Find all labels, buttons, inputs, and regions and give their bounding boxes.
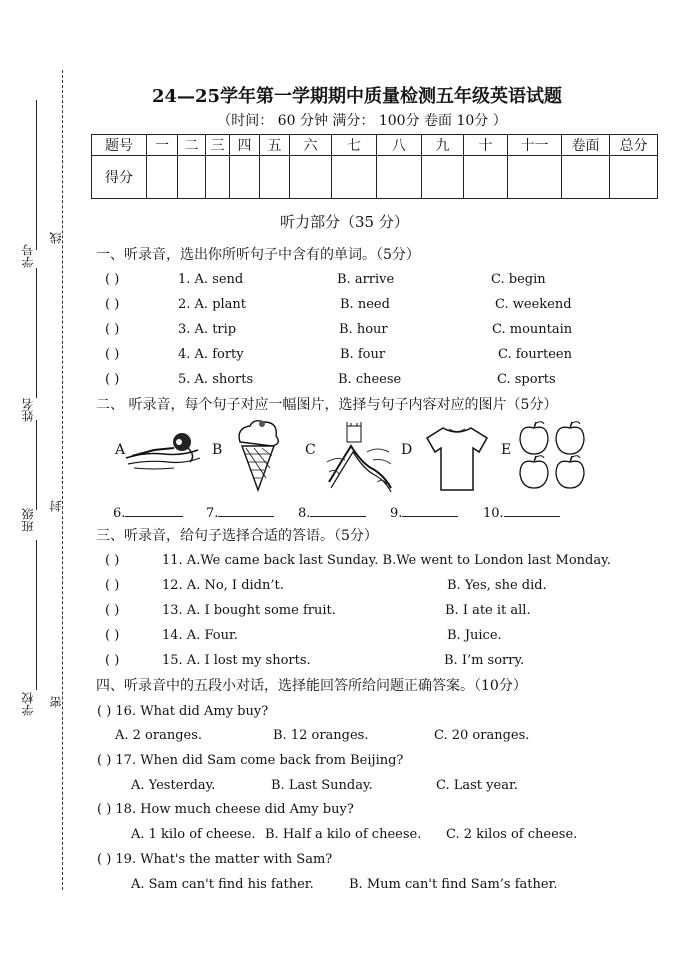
score-header-cell: 七 (332, 135, 377, 156)
option-c: C. fourteen (498, 347, 572, 362)
ice-cream-icon (232, 418, 284, 492)
score-header-cell: 二 (178, 135, 206, 156)
blank-number: 9. (390, 506, 403, 521)
option-b: B. arrive (337, 272, 395, 287)
exam-title: 24—25学年第一学期期中质量检测五年级英语试题 (151, 86, 563, 107)
option-c: C. sports (497, 372, 556, 387)
option-c: C. weekend (495, 297, 572, 312)
answer-paren[interactable]: ( ) (105, 628, 120, 643)
option-a: 4. A. forty (178, 347, 244, 362)
score-header-cell: 题号 (92, 135, 147, 156)
answer-blank[interactable] (218, 504, 274, 517)
picture-letter-c: C (305, 442, 316, 458)
score-row-label: 得分 (92, 156, 147, 199)
picture-letter-d: D (401, 442, 413, 458)
school-line (36, 540, 37, 690)
option-b: B. hour (339, 322, 388, 337)
section4-title: 四、听录音中的五段小对话，选择能回答所给问题正确答案。（10分） (96, 678, 527, 694)
option-b: B. cheese (338, 372, 402, 387)
swimmer-icon (124, 428, 202, 474)
score-header-cell: 九 (422, 135, 464, 156)
answer-paren[interactable]: ( ) (105, 578, 120, 593)
name-line (36, 268, 37, 398)
binding-dashed-line (62, 70, 63, 890)
answer-paren[interactable]: ( ) (105, 347, 120, 362)
option-a: 3. A. trip (178, 322, 237, 337)
response-option-b: B. I ate it all. (445, 603, 531, 618)
response-option-a: 13. A. I bought some fruit. (162, 603, 336, 618)
score-cell[interactable] (332, 156, 377, 199)
choice-c: C. 20 oranges. (434, 728, 530, 743)
score-cell[interactable] (147, 156, 178, 199)
score-header-cell: 卷面 (562, 135, 610, 156)
class-label: 班级 (21, 508, 35, 532)
score-header-cell: 四 (230, 135, 260, 156)
choice-b: B. Half a kilo of cheese. (265, 827, 422, 842)
score-header-cell: 三 (206, 135, 230, 156)
option-b: B. need (340, 297, 390, 312)
score-cell[interactable] (178, 156, 206, 199)
score-cell[interactable] (290, 156, 332, 199)
answer-blank[interactable] (402, 504, 458, 517)
section3-title: 三、听录音，给句子选择合适的答语。（5分） (96, 528, 378, 544)
choice-a: A. 1 kilo of cheese. (131, 827, 256, 842)
score-cell[interactable] (377, 156, 422, 199)
response-option-b: B. Yes, she did. (447, 578, 547, 593)
score-cell[interactable] (206, 156, 230, 199)
exam-subtitle: （时间： 60 分钟 满分： 100分 卷面 10分 ） (217, 113, 507, 129)
score-header-cell: 一 (147, 135, 178, 156)
answer-blank[interactable] (125, 504, 183, 517)
option-a: 5. A. shorts (178, 372, 254, 387)
response-option-b: B. I’m sorry. (444, 653, 525, 668)
seal-char-secret: 密 (49, 696, 63, 708)
option-a: 1. A. send (178, 272, 244, 287)
seal-char-seal: 封 (49, 500, 63, 512)
picture-letter-b: B (212, 442, 223, 458)
choice-c: C. 2 kilos of cheese. (446, 827, 578, 842)
response-option-a: 15. A. I lost my shorts. (162, 653, 311, 668)
response-option-b: B. Juice. (447, 628, 502, 643)
option-c: C. mountain (492, 322, 573, 337)
listening-heading: 听力部分（35 分） (280, 213, 409, 231)
answer-blank[interactable] (504, 504, 560, 517)
answer-paren[interactable]: ( ) (105, 272, 120, 287)
blank-number: 8. (298, 506, 311, 521)
choice-a: A. Sam can't find his father. (131, 877, 314, 892)
question-17: ( ) 17. When did Sam come back from Beijing? (97, 753, 404, 768)
blank-8[interactable] (298, 504, 366, 522)
choice-b: B. Mum can't find Sam’s father. (349, 877, 558, 892)
choice-b: B. Last Sunday. (271, 778, 373, 793)
score-cell[interactable] (422, 156, 464, 199)
question-19: ( ) 19. What's the matter with Sam? (97, 852, 333, 867)
t-shirt-icon (425, 424, 489, 492)
option-c: C. begin (491, 272, 546, 287)
choice-a: A. 2 oranges. (115, 728, 203, 743)
answer-paren[interactable]: ( ) (105, 372, 120, 387)
answer-paren[interactable]: ( ) (105, 653, 120, 668)
blank-6[interactable] (113, 504, 183, 522)
great-wall-icon (327, 422, 393, 492)
answer-blank[interactable] (310, 504, 366, 517)
score-cell[interactable] (260, 156, 290, 199)
choice-b: B. 12 oranges. (273, 728, 369, 743)
blank-number: 10. (483, 506, 504, 521)
picture-letter-a: A (115, 442, 126, 458)
score-cell[interactable] (230, 156, 260, 199)
score-header-cell: 十 (464, 135, 508, 156)
answer-paren[interactable]: ( ) (105, 322, 120, 337)
response-option-a: 14. A. Four. (162, 628, 238, 643)
response-option-a: 12. A. No, I didn’t. (162, 578, 284, 593)
section1-title: 一、听录音，选出你所听句子中含有的单词。（5分） (96, 247, 420, 263)
section2-title: 二、 听录音，每个句子对应一幅图片，选择与句子内容对应的图片（5分） (96, 397, 558, 413)
answer-paren[interactable]: ( ) (105, 297, 120, 312)
score-cell[interactable] (464, 156, 508, 199)
score-cell[interactable] (508, 156, 562, 199)
apples-icon (516, 420, 590, 494)
choice-a: A. Yesterday. (131, 778, 216, 793)
choice-c: C. Last year. (436, 778, 518, 793)
response-option-a: 11. A.We came back last Sunday. B.We went to London last Monday. (162, 553, 611, 568)
name-label: 姓名 (21, 398, 35, 422)
blank-7[interactable] (206, 504, 274, 522)
question-18: ( ) 18. How much cheese did Amy buy? (97, 802, 354, 817)
score-header-cell: 六 (290, 135, 332, 156)
score-header-cell: 总分 (610, 135, 658, 156)
answer-paren[interactable]: ( ) (105, 603, 120, 618)
school-label: 学校 (21, 692, 35, 716)
blank-10[interactable] (483, 504, 560, 522)
score-header-cell: 十一 (508, 135, 562, 156)
seal-char-line: 线 (49, 232, 63, 244)
blank-number: 7. (206, 506, 219, 521)
option-b: B. four (340, 347, 386, 362)
option-a: 2. A. plant (178, 297, 247, 312)
score-cell[interactable] (562, 156, 610, 199)
blank-number: 6. (113, 506, 126, 521)
score-cell[interactable] (610, 156, 658, 199)
picture-letter-e: E (501, 442, 512, 458)
score-table (91, 134, 658, 199)
class-line (36, 420, 37, 510)
question-16: ( ) 16. What did Amy buy? (97, 704, 269, 719)
student-number-label: 学号 (21, 244, 35, 268)
answer-paren[interactable]: ( ) (105, 553, 120, 568)
score-header-cell: 八 (377, 135, 422, 156)
blank-9[interactable] (390, 504, 458, 522)
score-header-cell: 五 (260, 135, 290, 156)
